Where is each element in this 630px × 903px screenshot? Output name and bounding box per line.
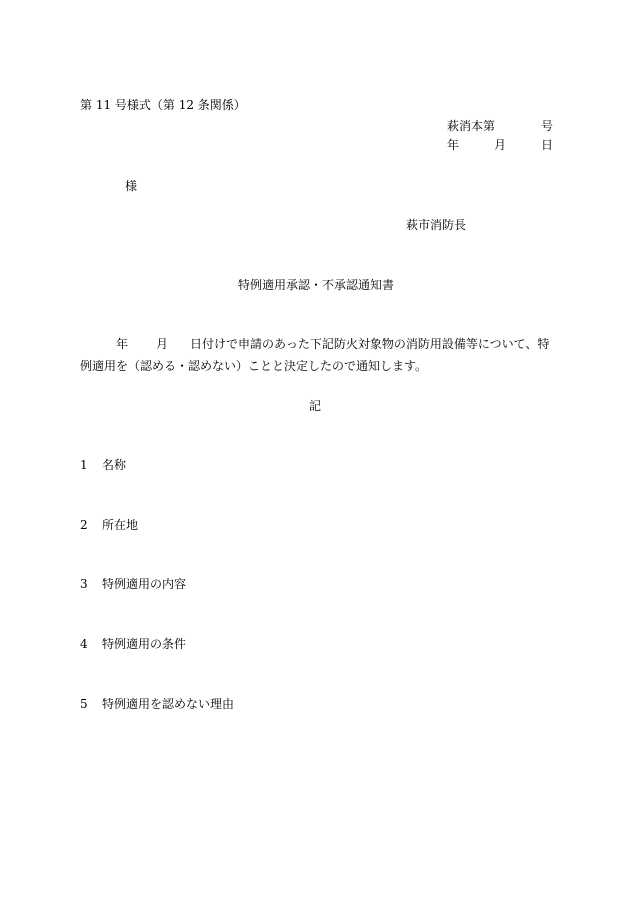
ki-label: 記 [309,399,322,413]
date-year: 年 [447,138,460,152]
addressee-suffix: 様 [125,179,138,193]
section-label: 所在地 [102,518,139,532]
body-year: 年 [116,337,129,351]
section-label: 特例適用を認めない理由 [102,697,235,711]
section-number: 5 [80,697,88,711]
section-number: 2 [80,518,88,532]
date-day: 日 [541,138,554,152]
section-label: 特例適用の内容 [102,577,187,591]
date-month: 月 [494,138,507,152]
section-item [80,519,138,531]
doc-number-suffix: 号 [541,119,554,133]
body-month: 月 [156,337,169,351]
section-number: 4 [80,637,88,651]
section-label: 特例適用の条件 [102,637,187,651]
form-number: 第 11 号様式（第 12 条関係） [80,98,246,112]
section-number: 3 [80,577,88,591]
body-text: 日付けで申請のあった下記防火対象物の消防用設備等について、特例適用を（認める・認めない）ことと決定したので通知します。 [80,337,550,373]
section-label: 名称 [102,458,127,472]
section-item [80,698,234,710]
doc-number-prefix: 萩消本第 [447,119,496,133]
issuer: 萩市消防長 [406,218,467,232]
body-paragraph [80,333,552,377]
section-item [80,459,126,471]
section-number: 1 [80,458,88,472]
section-item [80,638,186,650]
section-item [80,578,186,590]
document-title: 特例適用承認・不承認通知書 [238,278,395,292]
